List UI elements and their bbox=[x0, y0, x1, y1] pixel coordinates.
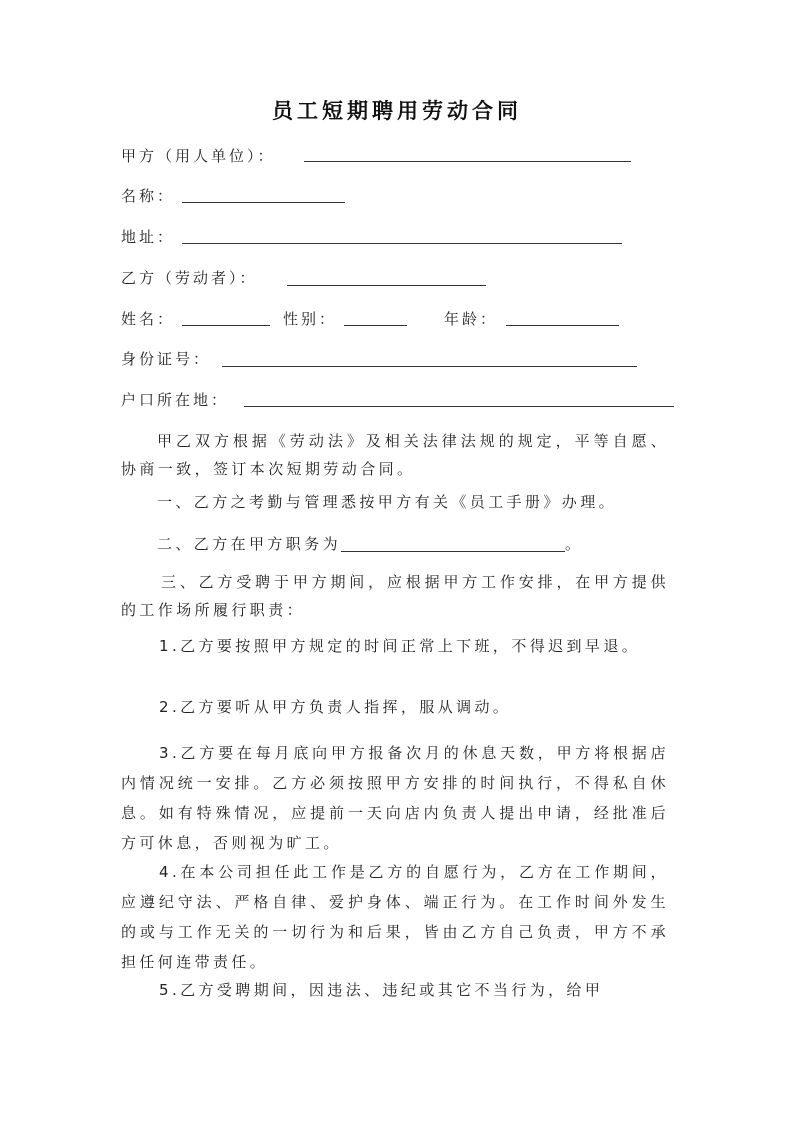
clause-1: 一、乙方之考勤与管理悉按甲方有关《员工手册》办理。 bbox=[157, 493, 618, 511]
item-3: 3.乙方要在每月底向甲方报备次月的休息天数，甲方将根据店内情况统一安排。乙方必须按照甲方安排的时间执行，不得私自休息。如有特殊情况，应提前一天向店内负责人提出申请，经批准后方可休息，否则视为旷工。 bbox=[121, 744, 669, 852]
party-b-residence-label: 户口所在地： bbox=[121, 391, 230, 409]
party-a-address-label: 地址： bbox=[121, 228, 176, 246]
clause-2 bbox=[121, 530, 669, 558]
intro-paragraph: 甲乙双方根据《劳动法》及相关法律法规的规定，平等自愿、协商一致，签订本次短期劳动合同。 bbox=[121, 432, 669, 478]
item-5: 5.乙方受聘期间，因违法、违纪或其它不当行为，给甲 bbox=[159, 981, 604, 999]
party-b-gender-label: 性别： bbox=[283, 310, 338, 328]
party-b-age-blank bbox=[506, 325, 619, 326]
party-a-blank bbox=[304, 161, 631, 162]
clause-2-end: 。 bbox=[565, 535, 584, 553]
party-a-name-blank bbox=[182, 202, 345, 203]
clause-2-text: 二、乙方在甲方职务为 bbox=[157, 535, 342, 553]
party-b-gender-blank bbox=[344, 325, 407, 326]
party-b-residence-blank bbox=[244, 406, 674, 407]
party-a-name-label: 名称： bbox=[121, 187, 176, 205]
party-b-name-blank bbox=[182, 325, 270, 326]
item-2: 2.乙方要听从甲方负责人指挥，服从调动。 bbox=[159, 698, 512, 716]
party-b-id-label: 身份证号： bbox=[121, 350, 212, 368]
clause-2-blank bbox=[341, 533, 565, 552]
item-4: 4.在本公司担任此工作是乙方的自愿行为，乙方在工作期间，应遵纪守法、严格自律、爱护身体、端正行为。在工作时间外发生的或与工作无关的一切行为和后果，皆由乙方自己负责，甲方不承担任何连带责任。 bbox=[121, 863, 669, 971]
party-b-id-blank bbox=[222, 366, 637, 367]
party-a-label: 甲方（用人单位）： bbox=[121, 147, 276, 165]
item-1: 1.乙方要按照甲方规定的时间正常上下班，不得迟到早退。 bbox=[159, 637, 641, 655]
document-title: 员工短期聘用劳动合同 bbox=[272, 98, 522, 123]
party-b-blank bbox=[287, 285, 486, 286]
clause-3: 三、乙方受聘于甲方期间，应根据甲方工作安排，在甲方提供的工作场所履行职责： bbox=[121, 573, 669, 619]
party-b-name-label: 姓名： bbox=[121, 310, 176, 328]
party-b-label: 乙方（劳动者）： bbox=[121, 269, 258, 287]
party-b-age-label: 年龄： bbox=[444, 310, 499, 328]
party-a-address-blank bbox=[182, 243, 622, 244]
